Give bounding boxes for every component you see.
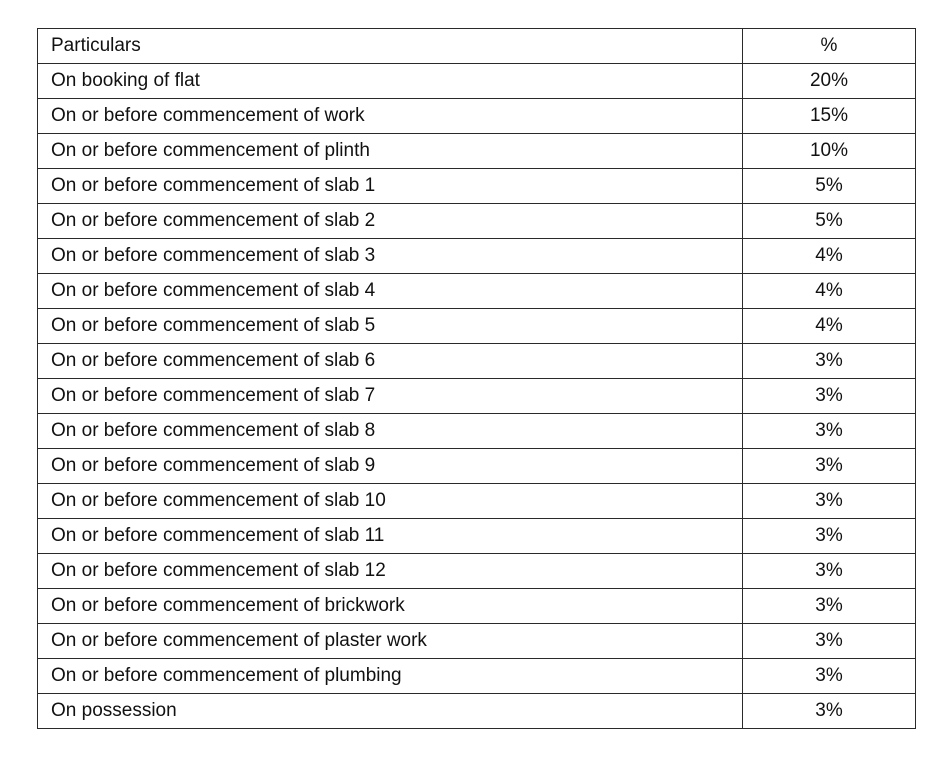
percent-cell: 4% (743, 309, 916, 344)
percent-cell: 3% (743, 589, 916, 624)
particular-cell: On or before commencement of slab 7 (38, 379, 743, 414)
header-row (38, 29, 916, 64)
percent-cell: 4% (743, 239, 916, 274)
particular-cell: On or before commencement of slab 11 (38, 519, 743, 554)
table-row (38, 309, 916, 344)
percent-cell: 3% (743, 554, 916, 589)
percent-cell: 10% (743, 134, 916, 169)
table-body (38, 64, 916, 729)
particulars-header: Particulars (38, 29, 743, 64)
percent-cell: 3% (743, 414, 916, 449)
percent-cell: 3% (743, 449, 916, 484)
percent-cell: 3% (743, 484, 916, 519)
percent-cell: 4% (743, 274, 916, 309)
percent-cell: 5% (743, 204, 916, 239)
particular-cell: On or before commencement of slab 6 (38, 344, 743, 379)
particular-cell: On booking of flat (38, 64, 743, 99)
table-row (38, 659, 916, 694)
table-row (38, 624, 916, 659)
percent-cell: 15% (743, 99, 916, 134)
table-row (38, 484, 916, 519)
particular-cell: On or before commencement of slab 9 (38, 449, 743, 484)
percent-cell: 3% (743, 379, 916, 414)
percent-header: % (743, 29, 916, 64)
table-row (38, 134, 916, 169)
table-row (38, 414, 916, 449)
percent-cell: 3% (743, 344, 916, 379)
table-row (38, 379, 916, 414)
payment-schedule-table (37, 28, 916, 729)
particular-cell: On or before commencement of slab 1 (38, 169, 743, 204)
table-row (38, 169, 916, 204)
particular-cell: On or before commencement of slab 2 (38, 204, 743, 239)
particular-cell: On or before commencement of slab 5 (38, 309, 743, 344)
particular-cell: On or before commencement of brickwork (38, 589, 743, 624)
particular-cell: On or before commencement of plumbing (38, 659, 743, 694)
table-row (38, 694, 916, 729)
percent-cell: 3% (743, 694, 916, 729)
table-row (38, 99, 916, 134)
table-row (38, 274, 916, 309)
particular-cell: On or before commencement of slab 12 (38, 554, 743, 589)
percent-cell: 5% (743, 169, 916, 204)
table-row (38, 554, 916, 589)
percent-cell: 3% (743, 624, 916, 659)
particular-cell: On or before commencement of slab 4 (38, 274, 743, 309)
table-row (38, 239, 916, 274)
percent-cell: 20% (743, 64, 916, 99)
particular-cell: On possession (38, 694, 743, 729)
particular-cell: On or before commencement of slab 8 (38, 414, 743, 449)
table-row (38, 204, 916, 239)
percent-cell: 3% (743, 659, 916, 694)
table-header (38, 29, 916, 64)
table-row (38, 64, 916, 99)
percent-cell: 3% (743, 519, 916, 554)
particular-cell: On or before commencement of slab 3 (38, 239, 743, 274)
particular-cell: On or before commencement of plinth (38, 134, 743, 169)
table-row (38, 449, 916, 484)
table-row (38, 589, 916, 624)
particular-cell: On or before commencement of plaster work (38, 624, 743, 659)
particular-cell: On or before commencement of work (38, 99, 743, 134)
table-row (38, 344, 916, 379)
particular-cell: On or before commencement of slab 10 (38, 484, 743, 519)
table-row (38, 519, 916, 554)
